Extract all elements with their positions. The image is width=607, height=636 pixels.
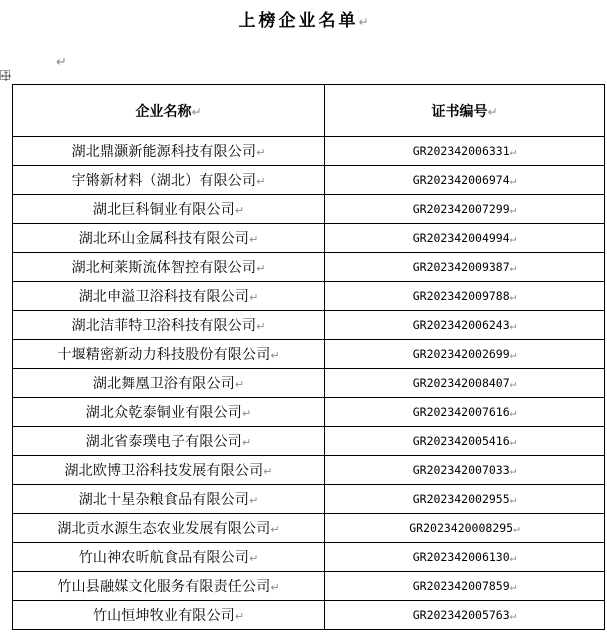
paragraph-mark-icon: ↵: [56, 55, 67, 70]
company-name-cell: [13, 456, 325, 485]
document-title: [0, 9, 607, 34]
cert-number-cell: [325, 282, 605, 311]
table-row: [13, 253, 605, 282]
cert-number-cell: [325, 427, 605, 456]
company-name-cell: [13, 398, 325, 427]
cell-end-mark-icon: ↵: [509, 435, 517, 448]
cert-number: GR202342002699: [412, 347, 510, 361]
cert-number: GR202342006130: [412, 550, 510, 564]
company-name-cell: [13, 601, 325, 630]
header-company-name: 企业名称↵: [13, 85, 325, 137]
company-name-cell: [13, 311, 325, 340]
table-row: [13, 543, 605, 572]
cell-end-mark-icon: ↵: [509, 464, 517, 477]
company-name-cell: [13, 427, 325, 456]
cell-end-mark-icon: ↵: [509, 145, 517, 158]
table-row: [13, 427, 605, 456]
company-name: 湖北申溢卫浴科技有限公司: [78, 289, 250, 305]
cert-number-cell: [325, 340, 605, 369]
company-name: 湖北欧博卫浴科技发展有限公司: [64, 463, 264, 479]
company-name-cell: [13, 485, 325, 514]
company-name: 湖北省泰璞电子有限公司: [85, 434, 242, 450]
cert-number-cell: [325, 224, 605, 253]
cell-end-mark-icon: ↵: [509, 203, 517, 216]
company-name: 湖北众乾泰铜业有限公司: [85, 405, 242, 421]
cert-number-cell: [325, 572, 605, 601]
company-name-cell: [13, 282, 325, 311]
title-text: 上榜企业名单: [238, 11, 359, 31]
cell-end-mark-icon: ↵: [270, 349, 280, 362]
cell-end-mark-icon: ↵: [270, 581, 280, 594]
table-row: [13, 224, 605, 253]
cert-number-cell: [325, 514, 605, 543]
cert-number: GR202342004994: [412, 231, 510, 245]
company-name-cell: [13, 253, 325, 282]
cell-end-mark-icon: ↵: [509, 261, 517, 274]
cell-end-mark-icon: ↵: [249, 233, 259, 246]
company-name: 竹山神农昕航食品有限公司: [78, 550, 250, 566]
table-header-row: [13, 85, 605, 137]
table-row: [13, 398, 605, 427]
cell-end-mark-icon: ↵: [249, 552, 259, 565]
cell-end-mark-icon: ↵: [513, 522, 520, 535]
company-name: 湖北洁菲特卫浴科技有限公司: [71, 318, 257, 334]
company-name-cell: [13, 369, 325, 398]
table-row: [13, 456, 605, 485]
cell-end-mark-icon: ↵: [509, 609, 517, 622]
cert-number-cell: [325, 166, 605, 195]
cert-number: GR202342005763: [412, 608, 510, 622]
cell-end-mark-icon: ↵: [270, 523, 280, 536]
cell-end-mark-icon: ↵: [234, 204, 245, 217]
cell-end-mark-icon: ↵: [249, 494, 259, 507]
cert-number-cell: [325, 137, 605, 166]
cert-number: GR202342007616: [412, 405, 510, 419]
table-row: [13, 514, 605, 543]
table-row: [13, 137, 605, 166]
table-row: [13, 340, 605, 369]
company-name: 湖北巨科铜业有限公司: [92, 202, 235, 218]
cert-number-cell: [325, 543, 605, 572]
company-name-cell: [13, 195, 325, 224]
cert-number: GR202342006331: [412, 144, 510, 158]
company-name: 十堰精密新动力科技股份有限公司: [57, 347, 271, 363]
company-name-cell: [13, 224, 325, 253]
cell-end-mark-icon: ↵: [249, 291, 259, 304]
cert-number-cell: [325, 253, 605, 282]
company-name-cell: [13, 543, 325, 572]
cert-number-cell: [325, 195, 605, 224]
company-name-cell: [13, 514, 325, 543]
company-name-cell: [13, 340, 325, 369]
table-row: [13, 311, 605, 340]
cert-number: GR2023420008295: [409, 521, 514, 535]
cert-number: GR202342007859: [412, 579, 510, 593]
company-name-cell: [13, 137, 325, 166]
company-name: 竹山县融媒文化服务有限责任公司: [57, 579, 271, 595]
cell-end-mark-icon: ↵: [509, 551, 517, 564]
company-name: 湖北柯莱斯流体智控有限公司: [71, 260, 257, 276]
cert-number: GR202342008407: [412, 376, 510, 390]
cell-end-mark-icon: ↵: [256, 262, 266, 275]
company-name: 竹山恒坤牧业有限公司: [92, 608, 235, 624]
cell-end-mark-icon: ↵: [191, 104, 202, 119]
cert-number: GR202342009387: [412, 260, 510, 274]
cell-end-mark-icon: ↵: [509, 406, 517, 419]
cert-number-cell: [325, 485, 605, 514]
cell-end-mark-icon: ↵: [256, 175, 266, 188]
table-row: [13, 601, 605, 630]
paragraph-mark-icon: ↵: [358, 15, 369, 29]
company-name: 湖北环山金属科技有限公司: [78, 231, 250, 247]
cell-end-mark-icon: ↵: [256, 146, 266, 159]
cell-end-mark-icon: ↵: [509, 377, 517, 390]
cert-number: GR202342005416: [412, 434, 510, 448]
cell-end-mark-icon: ↵: [509, 580, 517, 593]
cert-number: GR202342007033: [412, 463, 510, 477]
table-row: [13, 195, 605, 224]
table-row: [13, 572, 605, 601]
cell-end-mark-icon: ↵: [509, 232, 517, 245]
table-move-handle-icon[interactable]: [0, 70, 10, 80]
cell-end-mark-icon: ↵: [256, 320, 266, 333]
company-table: [12, 84, 605, 630]
cell-end-mark-icon: ↵: [234, 610, 245, 623]
table-row: [13, 485, 605, 514]
company-name: 湖北贡水源生态农业发展有限公司: [57, 521, 271, 537]
company-name-cell: [13, 572, 325, 601]
cell-end-mark-icon: ↵: [509, 290, 517, 303]
cert-number: GR202342006974: [412, 173, 510, 187]
cell-end-mark-icon: ↵: [509, 174, 517, 187]
company-name: 宇锵新材料（湖北）有限公司: [71, 173, 257, 189]
table-row: [13, 369, 605, 398]
cert-number: GR202342007299: [412, 202, 510, 216]
table-row: [13, 166, 605, 195]
table-row: [13, 282, 605, 311]
company-name: 湖北十星杂粮食品有限公司: [78, 492, 250, 508]
cert-number-cell: [325, 398, 605, 427]
company-name: 湖北鼎灏新能源科技有限公司: [71, 144, 257, 160]
cert-number-cell: [325, 456, 605, 485]
header-cert-number: 证书编号↵: [325, 85, 605, 137]
cell-end-mark-icon: ↵: [234, 378, 245, 391]
cell-end-mark-icon: ↵: [509, 348, 517, 361]
cell-end-mark-icon: ↵: [263, 465, 273, 478]
cell-end-mark-icon: ↵: [509, 319, 517, 332]
company-name: 湖北舞凰卫浴有限公司: [92, 376, 235, 392]
cell-end-mark-icon: ↵: [241, 436, 252, 449]
cert-number: GR202342006243: [412, 318, 510, 332]
cell-end-mark-icon: ↵: [241, 407, 252, 420]
cert-number: GR202342009788: [412, 289, 510, 303]
cell-end-mark-icon: ↵: [487, 104, 498, 119]
company-name-cell: [13, 166, 325, 195]
cert-number-cell: [325, 369, 605, 398]
cell-end-mark-icon: ↵: [509, 493, 517, 506]
cert-number-cell: [325, 601, 605, 630]
cert-number: GR202342002955: [412, 492, 510, 506]
cert-number-cell: [325, 311, 605, 340]
